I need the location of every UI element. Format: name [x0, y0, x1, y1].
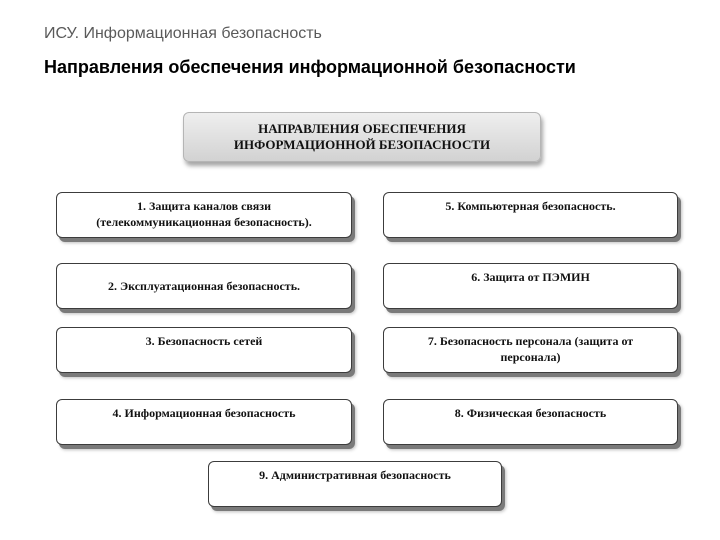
- diagram-root-box: НАПРАВЛЕНИЯ ОБЕСПЕЧЕНИЯ ИНФОРМАЦИОННОЙ БЕЗОПАСНОСТИ: [183, 112, 541, 162]
- direction-box-8: 8. Физическая безопасность: [383, 399, 678, 445]
- direction-box-6: 6. Защита от ПЭМИН: [383, 263, 678, 309]
- direction-box-2: 2. Эксплуатационная безопасность.: [56, 263, 352, 309]
- slide-title: Направления обеспечения информационной безопасности: [44, 57, 576, 77]
- direction-box-7: 7. Безопасность персонала (защита от персонала): [383, 327, 678, 373]
- direction-box-3: 3. Безопасность сетей: [56, 327, 352, 373]
- direction-box-4: 4. Информационная безопасность: [56, 399, 352, 445]
- direction-box-9: 9. Административная безопасность: [208, 461, 502, 507]
- direction-box-1: 1. Защита каналов связи (телекоммуникационная безопасность).: [56, 192, 352, 238]
- direction-box-5: 5. Компьютерная безопасность.: [383, 192, 678, 238]
- presentation-subtitle: ИСУ. Информационная безопасность: [44, 25, 322, 42]
